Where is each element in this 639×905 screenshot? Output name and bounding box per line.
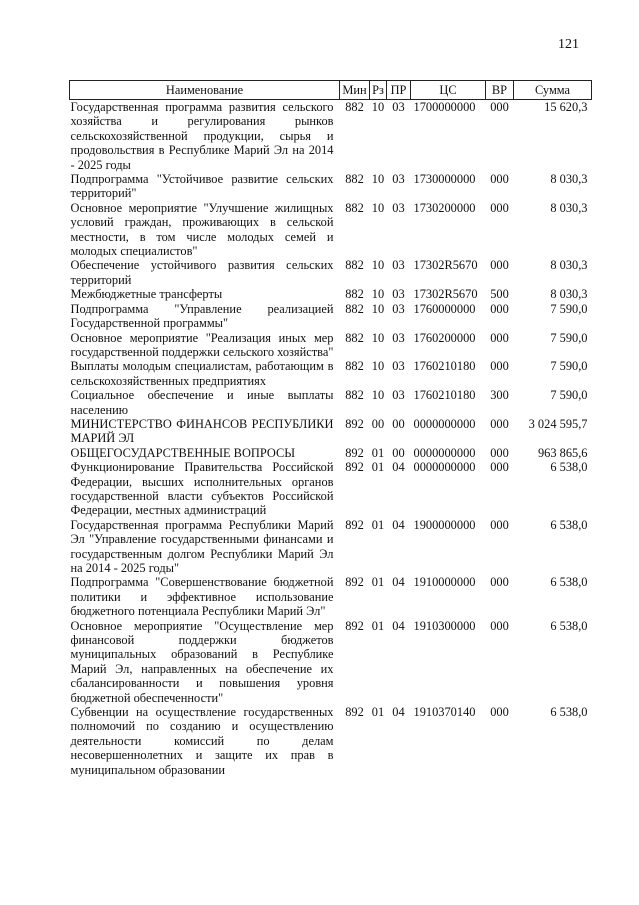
row-sum: 6 538,0 — [550, 618, 588, 633]
row-name: Основное мероприятие "Реализация иных мер государственной поддержки сельского хозяйства" — [70, 330, 334, 359]
row-name: ОБЩЕГОСУДАРСТВЕННЫЕ ВОПРОСЫ — [70, 445, 296, 460]
row-name: Функционирование Правительства Российской Федерации, высших исполнительных органов государственной власти субъектов Российской Федерации, местных администраций — [70, 460, 334, 518]
row-min: 892 — [345, 445, 364, 460]
header-rz: Рз — [370, 81, 387, 100]
row-rz: 10 — [371, 330, 385, 345]
header-cs: ЦС — [411, 81, 486, 100]
row-vr: 000 — [490, 172, 509, 187]
row-name: Субвенции на осуществление государственных полномочий по созданию и осуществлению деятельности комиссий по делам несовершеннолетних и защите их прав в муниципальном образовании — [70, 705, 334, 777]
row-sum: 6 538,0 — [550, 705, 588, 720]
row-cs: 0000000000 — [413, 445, 476, 460]
row-sum: 8 030,3 — [550, 200, 588, 215]
row-vr: 500 — [490, 287, 509, 302]
row-cs: 17302R5670 — [413, 258, 478, 273]
row-min: 892 — [345, 460, 364, 475]
row-min: 882 — [345, 301, 364, 316]
row-sum: 7 590,0 — [550, 301, 588, 316]
row-rz: 10 — [371, 359, 385, 374]
row-pr: 04 — [392, 705, 405, 720]
page-number: 121 — [558, 37, 579, 52]
row-name: Основное мероприятие "Осуществление мер финансовой поддержки бюджетов муниципальных образований в Республике Марий Эл, направленных на обеспечение их сбалансированности и повышения уровня бюджетной обеспеченности" — [70, 618, 334, 705]
row-pr: 00 — [392, 445, 405, 460]
row-pr: 00 — [392, 416, 405, 431]
row-cs: 1910370140 — [413, 705, 476, 720]
row-name: Межбюджетные трансферты — [70, 287, 223, 302]
row-min: 882 — [345, 258, 364, 273]
row-name: Обеспечение устойчивого развития сельских территорий — [70, 258, 334, 287]
row-sum: 7 590,0 — [550, 359, 588, 374]
row-vr: 000 — [490, 301, 509, 316]
row-cs: 1910300000 — [413, 618, 476, 633]
row-pr: 03 — [392, 172, 405, 187]
table-row — [70, 417, 592, 446]
row-vr: 000 — [490, 705, 509, 720]
row-pr: 03 — [392, 388, 405, 403]
table-row — [70, 302, 592, 331]
row-sum: 8 030,3 — [550, 172, 588, 187]
row-name: Основное мероприятие "Улучшение жилищных условий граждан, проживающих в сельской местности, в том числе молодых семей и молодых специалистов" — [70, 200, 334, 259]
row-rz: 01 — [371, 575, 385, 590]
row-min: 882 — [345, 359, 364, 374]
row-cs: 1760200000 — [413, 330, 476, 345]
row-cs: 0000000000 — [413, 460, 476, 475]
header-name: Наименование — [70, 81, 340, 100]
header-vr: ВР — [486, 81, 514, 100]
row-cs: 1760210180 — [413, 359, 476, 374]
row-cs: 17302R5670 — [413, 287, 478, 302]
row-min: 882 — [345, 330, 364, 345]
row-name: Подпрограмма "Управление реализацией Государственной программы" — [70, 301, 334, 331]
row-name: МИНИСТЕРСТВО ФИНАНСОВ РЕСПУБЛИКИ МАРИЙ ЭЛ — [70, 416, 334, 446]
header-min: Мин — [340, 81, 370, 100]
row-pr: 03 — [392, 359, 405, 374]
row-vr: 000 — [490, 460, 509, 475]
row-name: Подпрограмма "Устойчивое развитие сельских территорий" — [70, 172, 334, 201]
table-row — [70, 446, 592, 460]
row-pr: 03 — [392, 301, 405, 316]
table-row — [70, 518, 592, 576]
row-rz: 10 — [371, 200, 385, 215]
row-vr: 000 — [490, 416, 509, 431]
row-rz: 10 — [371, 258, 385, 273]
row-name: Подпрограмма "Совершенствование бюджетной политики и эффективное использование бюджетного потенциала Республики Марий Эл" — [70, 575, 334, 619]
row-sum: 8 030,3 — [550, 258, 588, 273]
row-pr: 03 — [392, 200, 405, 215]
table-row — [70, 359, 592, 388]
row-pr: 04 — [392, 618, 405, 633]
header-sum: Сумма — [514, 81, 592, 100]
row-rz: 01 — [371, 618, 385, 633]
row-min: 882 — [345, 172, 364, 187]
row-rz: 10 — [371, 301, 385, 316]
table-row — [70, 201, 592, 259]
row-sum: 7 590,0 — [550, 330, 588, 345]
table-row — [70, 575, 592, 618]
row-sum: 15 620,3 — [544, 100, 588, 114]
row-vr: 000 — [490, 359, 509, 374]
row-cs: 1730000000 — [413, 172, 476, 187]
row-rz: 01 — [371, 460, 385, 475]
row-pr: 03 — [392, 258, 405, 273]
row-cs: 1910000000 — [413, 575, 476, 590]
row-pr: 03 — [392, 330, 405, 345]
table-body — [70, 100, 592, 778]
table-row — [70, 460, 592, 518]
row-min: 892 — [345, 575, 364, 590]
row-vr: 000 — [490, 200, 509, 215]
row-rz: 10 — [371, 287, 385, 302]
row-sum: 8 030,3 — [550, 287, 588, 302]
row-pr: 04 — [392, 575, 405, 590]
row-min: 892 — [345, 618, 364, 633]
row-vr: 000 — [490, 445, 509, 460]
row-min: 882 — [345, 100, 364, 114]
row-sum: 6 538,0 — [550, 575, 588, 590]
row-vr: 000 — [490, 618, 509, 633]
table-row — [70, 331, 592, 360]
row-rz: 00 — [371, 416, 385, 431]
row-min: 882 — [345, 388, 364, 403]
table-row — [70, 619, 592, 705]
row-name: Социальное обеспечение и иные выплаты населению — [70, 388, 334, 417]
row-pr: 04 — [392, 460, 405, 475]
row-rz: 01 — [371, 445, 385, 460]
table-row — [70, 100, 592, 173]
row-cs: 1730200000 — [413, 200, 476, 215]
row-min: 892 — [345, 517, 364, 532]
row-name: Выплаты молодым специалистам, работающим в сельскохозяйственных предприятиях — [70, 359, 334, 388]
row-sum: 7 590,0 — [550, 388, 588, 403]
table-row — [70, 287, 592, 301]
table-row — [70, 258, 592, 287]
row-vr: 000 — [490, 330, 509, 345]
row-vr: 300 — [490, 388, 509, 403]
table-row — [70, 705, 592, 777]
row-name: Государственная программа Республики Марий Эл "Управление государственными финансами и государственным долгом Республики Марий Эл на 2014 - 2025 годы" — [70, 517, 334, 575]
row-rz: 01 — [371, 705, 385, 720]
row-sum: 963 865,6 — [537, 445, 588, 460]
row-rz: 10 — [371, 388, 385, 403]
row-vr: 000 — [490, 100, 509, 114]
row-rz: 01 — [371, 517, 385, 532]
row-cs: 1760210180 — [413, 388, 476, 403]
row-vr: 000 — [490, 517, 509, 532]
row-cs: 1700000000 — [413, 100, 476, 114]
row-sum: 6 538,0 — [550, 517, 588, 532]
table-row — [70, 172, 592, 201]
row-sum: 6 538,0 — [550, 460, 588, 475]
row-rz: 10 — [371, 172, 385, 187]
row-rz: 10 — [371, 100, 385, 114]
row-min: 892 — [345, 416, 364, 431]
row-cs: 1900000000 — [413, 517, 476, 532]
header-pr: ПР — [387, 81, 411, 100]
row-vr: 000 — [490, 258, 509, 273]
row-pr: 04 — [392, 517, 405, 532]
row-name: Государственная программа развития сельского хозяйства и регулирования рынков сельскохозяйственной продукции, сырья и продовольствия в Республике Марий Эл на 2014 - 2025 годы — [70, 100, 334, 172]
row-min: 882 — [345, 200, 364, 215]
table-header-row — [70, 81, 592, 100]
row-min: 892 — [345, 705, 364, 720]
row-cs: 0000000000 — [413, 416, 476, 431]
budget-table — [69, 80, 592, 777]
row-cs: 1760000000 — [413, 301, 476, 316]
row-min: 882 — [345, 287, 364, 302]
row-pr: 03 — [392, 100, 405, 114]
row-pr: 03 — [392, 287, 405, 302]
table-row — [70, 388, 592, 417]
row-sum: 3 024 595,7 — [528, 416, 588, 431]
row-vr: 000 — [490, 575, 509, 590]
